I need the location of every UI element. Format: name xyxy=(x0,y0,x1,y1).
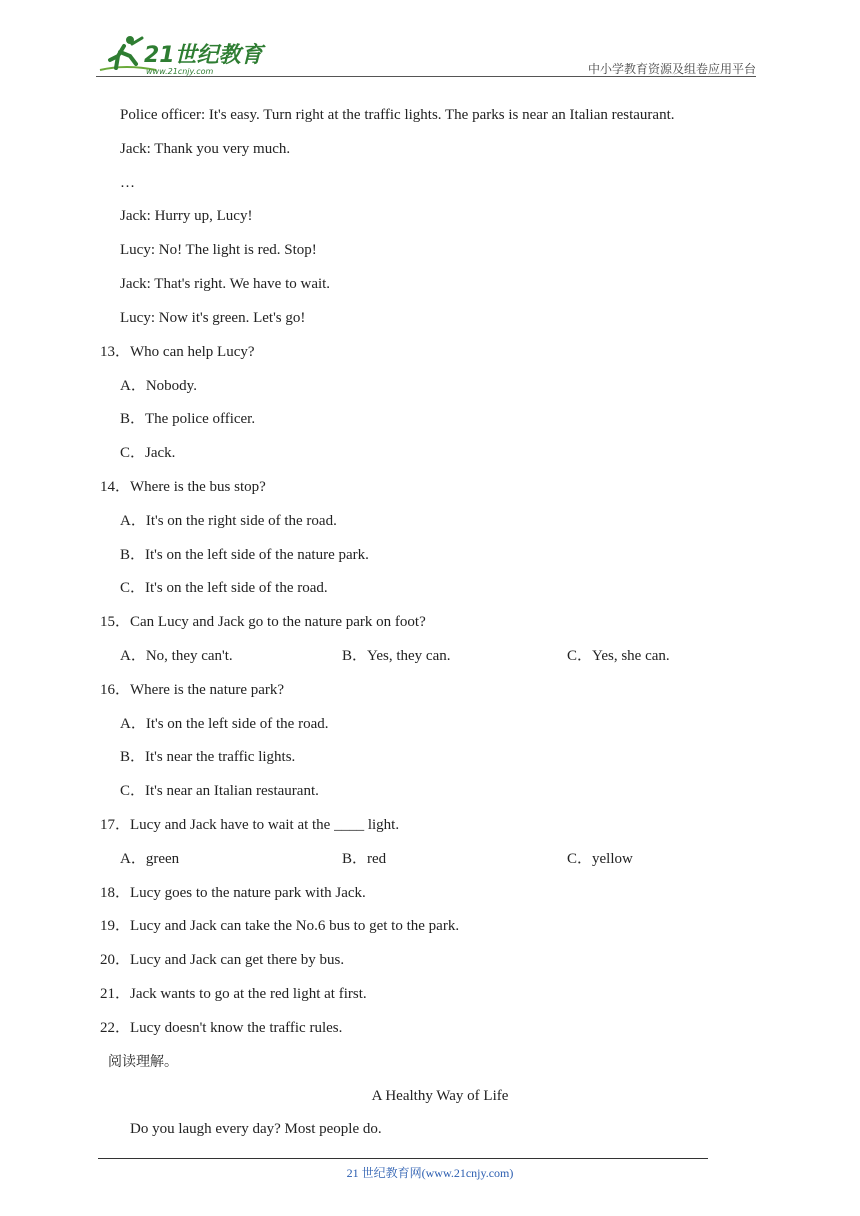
question-16: 16．Where is the nature park? xyxy=(100,682,285,698)
footer-divider xyxy=(98,1158,708,1159)
dialogue-line: Lucy: No! The light is red. Stop! xyxy=(120,242,317,258)
option-a: A．Nobody. xyxy=(120,378,197,394)
dialogue-line: Lucy: Now it's green. Let's go! xyxy=(120,310,306,326)
option-c: C．It's on the left side of the road. xyxy=(120,580,328,596)
option-c: C．Yes, she can. xyxy=(567,648,670,664)
header-divider xyxy=(96,76,756,77)
option-b: B．It's near the traffic lights. xyxy=(120,749,296,765)
option-b: B．Yes, they can. xyxy=(342,648,451,664)
footer-link[interactable]: 21 世纪教育网(www.21cnjy.com) xyxy=(346,1166,514,1180)
statement-18: 18．Lucy goes to the nature park with Jack. xyxy=(100,885,366,901)
question-15: 15．Can Lucy and Jack go to the nature park on foot? xyxy=(100,614,426,630)
option-c: C．yellow xyxy=(567,851,633,867)
option-a: A．green xyxy=(120,851,180,867)
dialogue-line: Jack: That's right. We have to wait. xyxy=(120,276,331,292)
statement-22: 22．Lucy doesn't know the traffic rules. xyxy=(100,1020,343,1036)
option-b: B．It's on the left side of the nature park. xyxy=(120,547,369,563)
passage-title: A Healthy Way of Life xyxy=(371,1088,509,1104)
page-header xyxy=(96,34,756,76)
question-17: 17．Lucy and Jack have to wait at the ____ light. xyxy=(100,817,400,833)
statement-21: 21．Jack wants to go at the red light at first. xyxy=(100,986,367,1002)
section-title: 阅读理解。 xyxy=(108,1054,178,1070)
dialogue-line: … xyxy=(120,175,135,191)
option-c: C．Jack. xyxy=(120,445,176,461)
question-13: 13．Who can help Lucy? xyxy=(100,344,255,360)
statement-19: 19．Lucy and Jack can take the No.6 bus to get to the park. xyxy=(100,918,460,934)
21cnjy-logo xyxy=(96,34,266,76)
option-a: A．No, they can't. xyxy=(120,648,233,664)
option-a: A．It's on the left side of the road. xyxy=(120,716,329,732)
platform-title: 中小学教育资源及组卷应用平台 xyxy=(587,62,756,76)
passage-text: Do you laugh every day? Most people do. xyxy=(130,1121,382,1137)
logo-url: www.21cnjy.com xyxy=(146,67,214,76)
question-14: 14．Where is the bus stop? xyxy=(100,479,266,495)
dialogue-line: Jack: Thank you very much. xyxy=(120,141,291,157)
statement-20: 20．Lucy and Jack can get there by bus. xyxy=(100,952,345,968)
logo-text: 21世纪教育 xyxy=(144,43,263,68)
option-a: A．It's on the right side of the road. xyxy=(120,513,337,529)
option-b: B．The police officer. xyxy=(120,411,256,427)
option-c: C．It's near an Italian restaurant. xyxy=(120,783,319,799)
option-b: B．red xyxy=(342,851,387,867)
dialogue-line: Jack: Hurry up, Lucy! xyxy=(120,208,253,224)
dialogue-line: Police officer: It's easy. Turn right at the traffic lights. The parks is near an Italian restaurant. xyxy=(120,107,675,123)
